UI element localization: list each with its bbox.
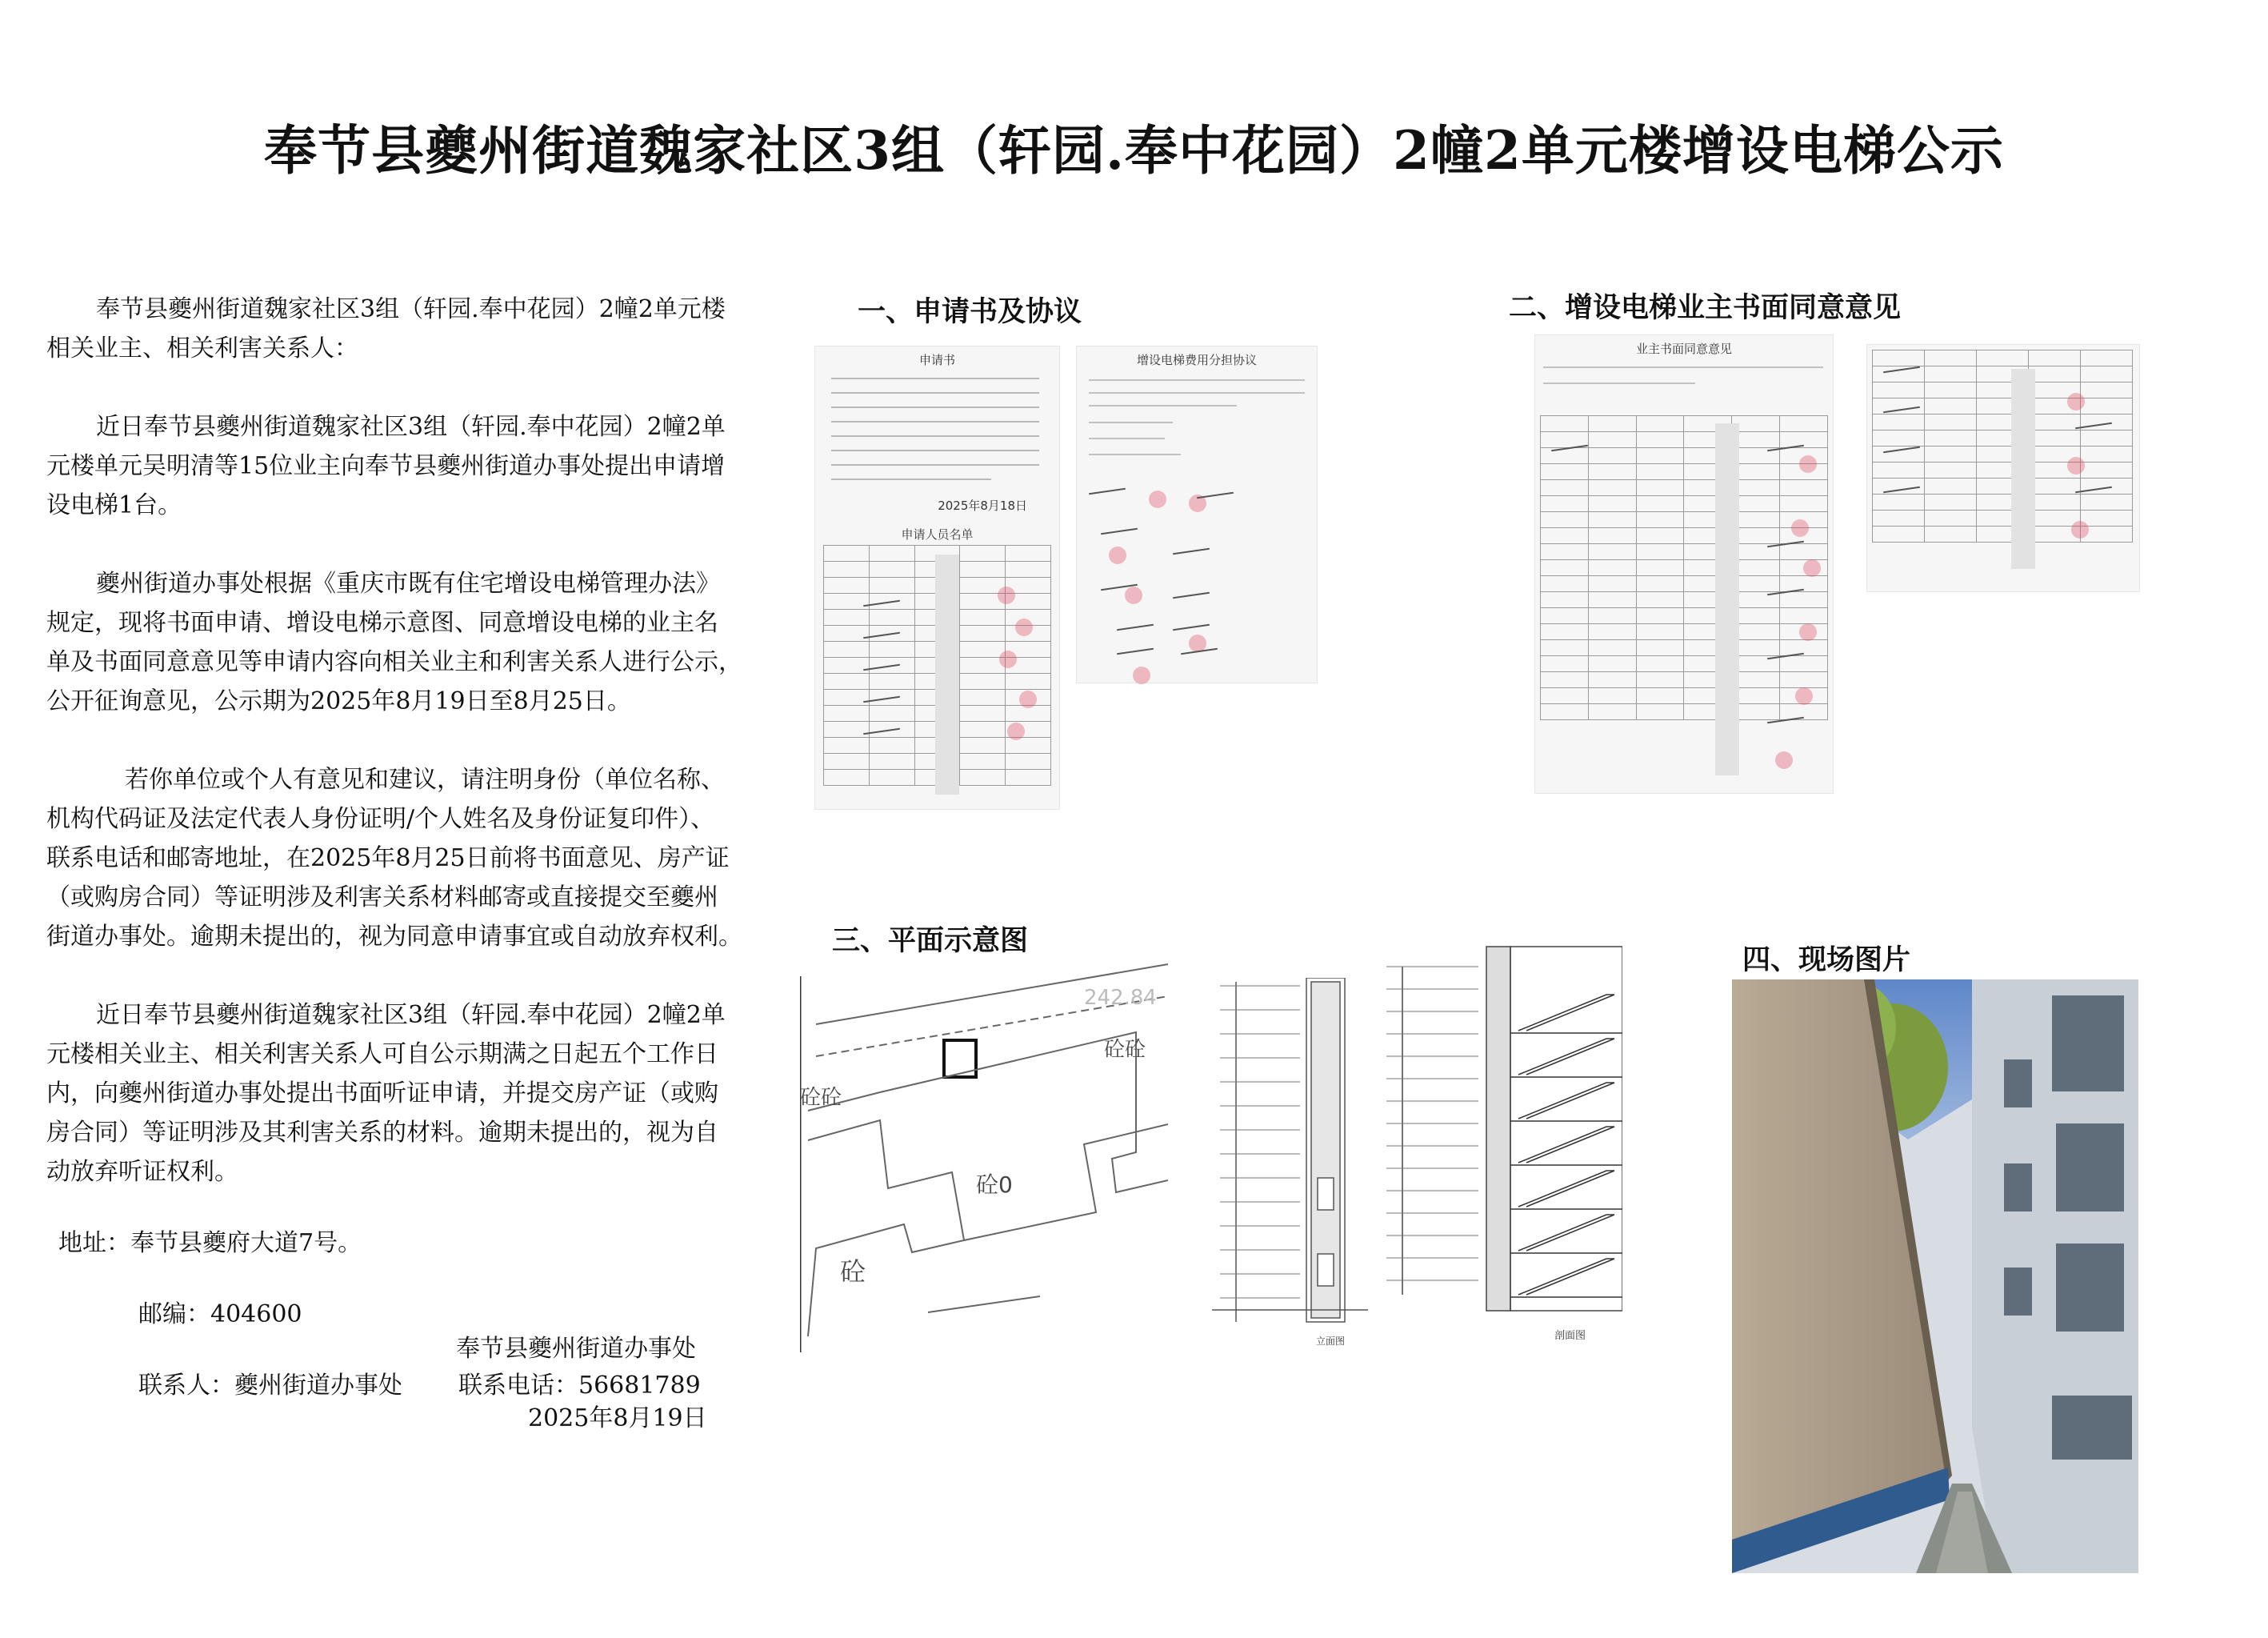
fingerprint-seal [1799,455,1817,473]
consent-scan-continued [1866,344,2140,592]
fingerprint-seal [2067,457,2085,475]
para4-line-1: 近日奉节县夔州街道魏家社区3组（轩园.奉中花园）2幢2单 [96,1001,726,1029]
salutation-line-2: 相关业主、相关利害关系人： [46,334,358,362]
notice-body [46,290,802,1405]
para3-line-2: 机构代码证及法定代表人身份证明/个人姓名及身份证复印件）、 [46,805,715,833]
elevation-drawing [1212,978,1368,1350]
para2-line-1: 夔州街道办事处根据《重庆市既有住宅增设电梯管理办法》 [96,570,720,598]
consent-text-lines [1535,335,1833,399]
stair-flight [1518,1171,1614,1207]
fingerprint-seal [999,651,1017,668]
section-heading-consent: 二、增设电梯业主书面同意意见 [1509,292,1902,324]
plan-label-a: 砼砼 [1104,1038,1146,1062]
elevation-caption: 立面图 [1316,1336,1346,1347]
stair-flight [1518,1127,1614,1163]
para4-line-2: 元楼相关业主、相关利害关系人可自公示期满之日起五个工作日 [46,1040,718,1068]
consent-list-table-continued [1872,350,2133,543]
para4-line-4: 房合同）等证明涉及其利害关系的材料。逾期未提出的，视为自 [46,1119,718,1147]
site-photo-image [1732,979,2138,1573]
application-list-title: 申请人员名单 [901,527,974,542]
fingerprint-seal [1149,491,1166,508]
para2-line-2: 规定，现将书面申请、增设电梯示意图、同意增设电梯的业主名 [46,609,718,637]
stair-flight [1518,1215,1614,1251]
salutation-line-1: 奉节县夔州街道魏家社区3组（轩园.奉中花园）2幢2单元楼 [96,295,726,323]
fingerprint-seal [1125,587,1142,604]
page-title: 奉节县夔州街道魏家社区3组（轩园.奉中花园）2幢2单元楼增设电梯公示 [264,119,2004,182]
section-heading-photo: 四、现场图片 [1742,944,1911,976]
para4-line-3: 内，向夔州街道办事处提出书面听证申请，并提交房产证（或购 [46,1079,718,1107]
signatory: 奉节县夔州街道办事处 [456,1335,696,1363]
fingerprint-seal [1109,547,1126,564]
plan-label-d: 砼 [840,1256,866,1287]
section-caption: 剖面图 [1554,1330,1586,1342]
fingerprint-seal [1019,691,1037,708]
notice-date: 2025年8月19日 [528,1404,707,1432]
fingerprint-seal [2071,521,2089,539]
para3-line-4: （或购房合同）等证明涉及利害关系材料邮寄或直接提交至夔州 [46,883,718,911]
fingerprint-seal [1775,751,1793,769]
plan-elevation-value: 242.84 [1084,986,1157,1010]
fingerprint-seal [1791,519,1809,537]
fingerprint-seal [1133,667,1150,684]
fingerprint-seal [1007,723,1025,740]
para2-line-3: 单及书面同意意见等申请内容向相关业主和利害关系人进行公示， [46,648,742,676]
site-plan-drawing [800,960,1168,1360]
application-scan-title: 申请书 [918,353,955,367]
application-scan-date: 2025年8月18日 [938,499,1027,513]
plan-label-c: 砼0 [976,1171,1013,1198]
para1-line-3: 设电梯1台。 [46,491,182,519]
consent-scan-title: 业主书面同意意见 [1635,342,1732,356]
address: 地址：奉节县夔府大道7号。 [58,1229,362,1257]
fingerprint-seal [1015,619,1033,636]
para3-line-5: 街道办事处。逾期未提出的，视为同意申请事宜或自动放弃权利。 [46,923,742,951]
para1-line-2: 元楼单元吴明清等15位业主向奉节县夔州街道办事处提出申请增 [46,452,726,480]
section-drawing [1382,943,1622,1351]
fingerprint-seal [998,587,1015,604]
section-heading-plan: 三、平面示意图 [832,925,1029,957]
stair-flight [1518,1083,1614,1119]
fingerprint-seal [1799,623,1817,641]
consent-list-table [1540,415,1828,720]
para3-line-3: 联系电话和邮寄地址，在2025年8月25日前将书面意见、房产证 [46,844,730,872]
stair-flight [1518,1259,1614,1295]
para2-line-4: 公开征询意见，公示期为2025年8月19日至8月25日。 [46,687,631,715]
agreement-text-lines [1077,346,1317,683]
para3-line-1: 若你单位或个人有意见和建议，请注明身份（单位名称、 [125,766,725,794]
contact-person: 联系人：夔州街道办事处 [138,1372,402,1400]
site-photo [1732,979,2138,1573]
fingerprint-seal [1795,687,1813,705]
stair-flight [1518,995,1614,1031]
fingerprint-seal [1803,559,1821,577]
para1-line-1: 近日奉节县夔州街道魏家社区3组（轩园.奉中花园）2幢2单 [96,413,726,441]
fingerprint-seal [2067,393,2085,411]
agreement-scan-title: 增设电梯费用分担协议 [1136,353,1257,367]
plan-label-b: 砼砼 [800,1086,842,1110]
para4-line-5: 动放弃听证权利。 [46,1158,238,1186]
postcode: 邮编：404600 [138,1300,302,1328]
section-heading-application: 一、申请书及协议 [858,296,1082,328]
stair-flight [1518,1039,1614,1075]
contact-phone: 联系电话：56681789 [458,1372,701,1400]
application-scan [814,346,1060,810]
agreement-scan [1076,346,1318,683]
consent-scan [1534,334,1834,794]
